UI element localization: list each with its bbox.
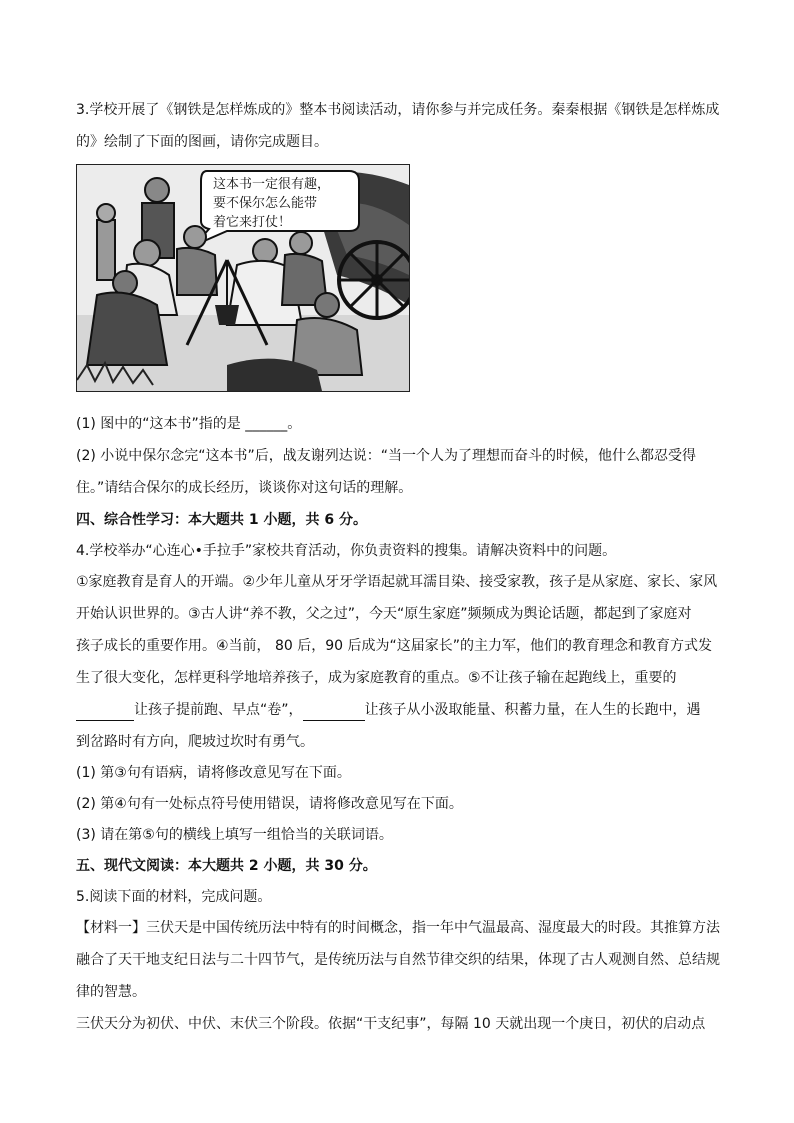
section-5-heading: 五、现代文阅读：本大题共 2 小题，共 30 分。 xyxy=(76,858,377,874)
q4-passage-line: 孩子成长的重要作用。④当前， 80 后，90 后成为“这届家长”的主力军，他们的教育理念和教育方式发 xyxy=(76,638,713,654)
answer-blank-1[interactable] xyxy=(76,700,134,721)
material-1-line xyxy=(76,918,726,938)
answer-blank-2[interactable] xyxy=(303,700,365,721)
material-1-line: 律的智慧。 xyxy=(76,984,146,1000)
q4-sub2: (2) 第④句有一处标点符号使用错误，请将修改意见写在下面。 xyxy=(76,796,463,812)
q5-stem: 5.阅读下面的材料，完成问题。 xyxy=(76,889,272,905)
q3-sub2-line1: (2) 小说中保尔念完“这本书”后，战友谢列达说：“当一个人为了理想而奋斗的时候，他什么都忍受得 xyxy=(76,448,697,464)
q4-passage-line-blanks xyxy=(76,700,726,721)
q3-stem-line2: 的》绘制了下面的图画，请你完成题目。 xyxy=(76,134,328,150)
q4-sub3: (3) 请在第⑤句的横线上填写一组恰当的关联词语。 xyxy=(76,827,393,843)
q3-sub2-line2: 住。”请结合保尔的成长经历，谈谈你对这句话的理解。 xyxy=(76,480,413,496)
q4-stem: 4.学校举办“心连心•手拉手”家校共育活动，你负责资料的搜集。请解决资料中的问题。 xyxy=(76,543,617,559)
q4-passage-line: 到岔路时有方向，爬坡过坎时有勇气。 xyxy=(76,734,314,750)
q4-passage-line: ①家庭教育是育人的开端。②少年儿童从牙牙学语起就耳濡目染、接受家教，孩子是从家庭、家长、家风 xyxy=(76,574,718,590)
q4-passage-line: 生了很大变化，怎样更科学地培养孩子，成为家庭教育的重点。⑤不让孩子输在起跑线上，重要的 xyxy=(76,670,677,686)
section-4-heading: 四、综合性学习：本大题共 1 小题，共 6 分。 xyxy=(76,512,367,528)
q3-stem-line1: 3.学校开展了《钢铁是怎样炼成的》整本书阅读活动，请你参与并完成任务。秦秦根据《钢铁是怎样炼成 xyxy=(76,102,720,118)
speech-bubble-text xyxy=(213,175,330,232)
comic-illustration xyxy=(76,164,410,392)
material-1-line: 三伏天分为初伏、中伏、末伏三个阶段。依据“干支纪事”，每隔 10 天就出现一个庚日，初伏的启动点 xyxy=(76,1016,706,1032)
passage-segment: 让孩子从小汲取能量、积蓄力量，在人生的长跑中，遇 xyxy=(364,702,701,718)
material-1-line: 融合了天干地支纪日法与二十四节气，是传统历法与自然节律交织的结果，体现了古人观测自然、总结规 xyxy=(76,952,720,968)
passage-segment: 让孩子提前跑、早点“卷”， xyxy=(134,702,303,718)
q3-sub1: (1) 图中的“这本书”指的是 ______。 xyxy=(76,416,302,432)
bubble-line: 这本书一定很有趣， xyxy=(213,177,331,192)
material-1-text: 三伏天是中国传统历法中特有的时间概念，指一年中气温最高、湿度最大的时段。其推算方法 xyxy=(146,920,720,936)
q4-sub1: (1) 第③句有语病，请将修改意见写在下面。 xyxy=(76,765,351,781)
q4-passage-line: 开始认识世界的。③古人讲“养不教，父之过”，今天“原生家庭”频频成为舆论话题，都起到了家庭对 xyxy=(76,606,692,622)
material-1-label: 【材料一】 xyxy=(76,920,146,936)
bubble-line: 着它来打仗！ xyxy=(213,215,292,230)
bubble-line: 要不保尔怎么能带 xyxy=(213,196,318,211)
